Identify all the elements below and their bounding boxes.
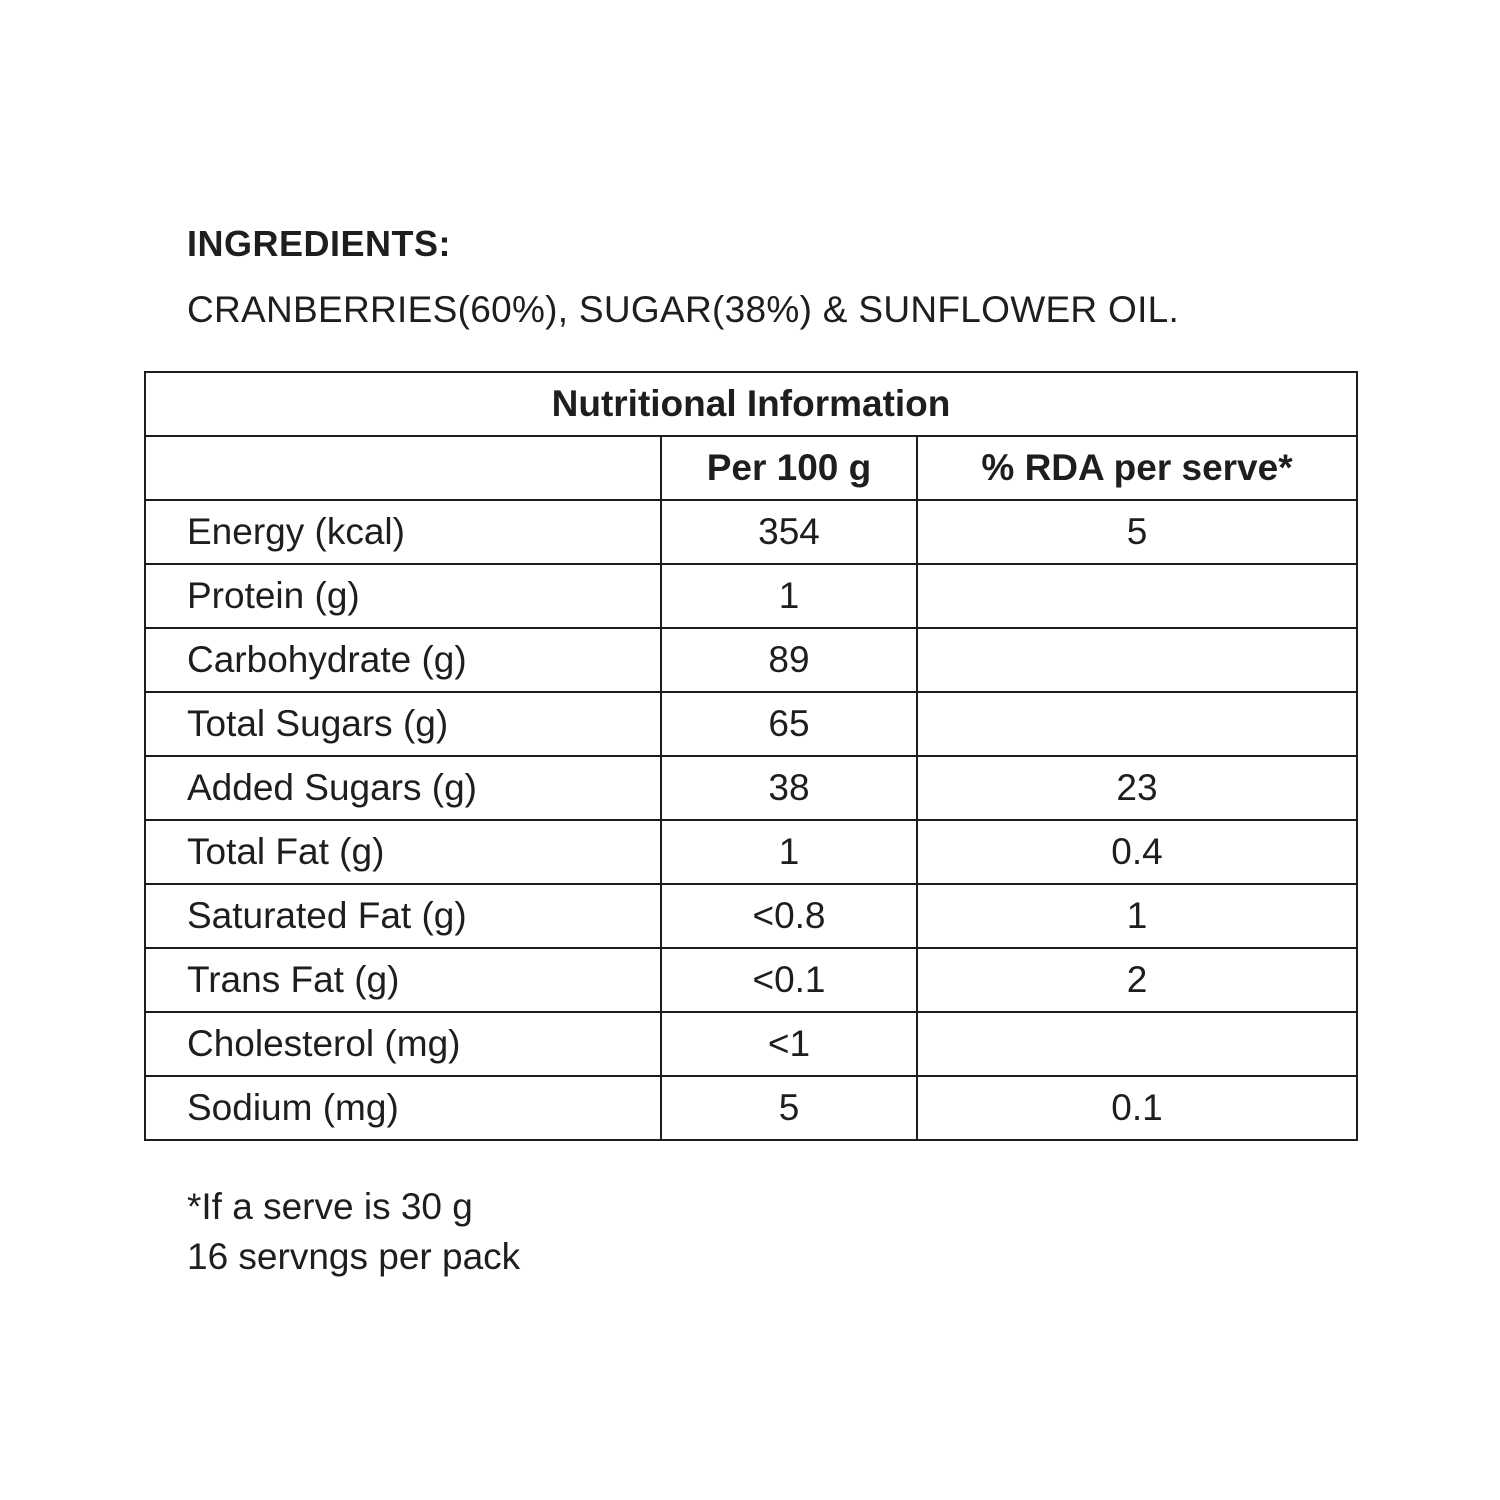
rda-value: 2 [917,948,1357,1012]
rda-value [917,628,1357,692]
per-100g-value: <0.8 [661,884,917,948]
table-row [145,948,1357,1012]
nutrient-name: Protein (g) [145,564,661,628]
nutrient-name: Trans Fat (g) [145,948,661,1012]
per-100g-value: 1 [661,564,917,628]
rda-value: 0.4 [917,820,1357,884]
table-header-row [145,436,1357,500]
table-row [145,1012,1357,1076]
per-100g-value: 65 [661,692,917,756]
per-100g-value: 1 [661,820,917,884]
per-100g-value: 89 [661,628,917,692]
nutrition-table [144,371,1358,1141]
nutrient-name: Sodium (mg) [145,1076,661,1140]
footnote-serve-size: *If a serve is 30 g [187,1186,473,1227]
ingredients-text: CRANBERRIES(60%), SUGAR(38%) & SUNFLOWER OIL. [187,289,1180,330]
rda-value: 23 [917,756,1357,820]
nutrient-name: Saturated Fat (g) [145,884,661,948]
header-nutrient [145,436,661,500]
rda-value: 0.1 [917,1076,1357,1140]
table-row [145,1076,1357,1140]
rda-value [917,692,1357,756]
rda-value: 1 [917,884,1357,948]
per-100g-value: 354 [661,500,917,564]
table-row [145,500,1357,564]
table-row [145,692,1357,756]
footnote [187,1182,520,1282]
nutrient-name: Total Fat (g) [145,820,661,884]
per-100g-value: 38 [661,756,917,820]
table-row [145,820,1357,884]
footnote-servings: 16 servngs per pack [187,1236,521,1277]
rda-value: 5 [917,500,1357,564]
header-rda: % RDA per serve* [917,436,1357,500]
table-body [145,500,1357,1140]
table-title-row [145,372,1357,436]
per-100g-value: <0.1 [661,948,917,1012]
nutrient-name: Cholesterol (mg) [145,1012,661,1076]
table-row [145,756,1357,820]
ingredients-heading: INGREDIENTS: [187,223,452,264]
table-row [145,628,1357,692]
table-row [145,564,1357,628]
nutrient-name: Added Sugars (g) [145,756,661,820]
table-row [145,884,1357,948]
header-per-100g: Per 100 g [661,436,917,500]
nutrient-name: Carbohydrate (g) [145,628,661,692]
per-100g-value: 5 [661,1076,917,1140]
nutrient-name: Energy (kcal) [145,500,661,564]
table-title: Nutritional Information [145,372,1357,436]
nutrient-name: Total Sugars (g) [145,692,661,756]
rda-value [917,564,1357,628]
per-100g-value: <1 [661,1012,917,1076]
rda-value [917,1012,1357,1076]
